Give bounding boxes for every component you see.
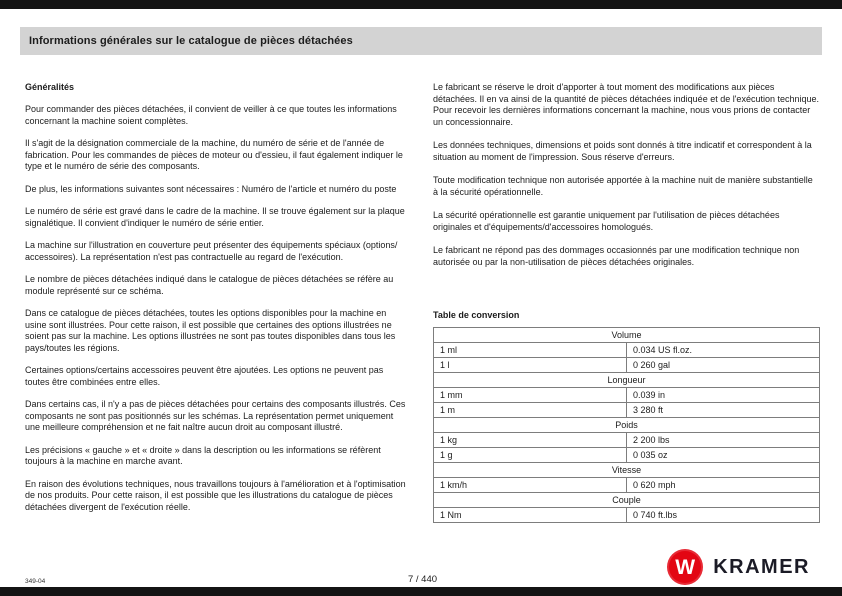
table-cell-unit: 1 mm: [434, 388, 627, 403]
conversion-table: [433, 327, 820, 523]
table-section-header: Couple: [434, 493, 820, 508]
kramer-logo-icon: [667, 549, 703, 585]
brand-block: [667, 547, 810, 587]
paragraph: Les précisions « gauche » et « droite » dans la description ou les informations se réfèrent toujours à la machine en marche avant.: [25, 444, 381, 466]
paragraph: La machine sur l'illustration en couverture peut présenter des équipements spéciaux (options/ accessoires). La représentation n'est pas contractuelle au regard de l'exécution.: [25, 240, 398, 262]
logo-letter: W: [675, 555, 696, 579]
paragraph: La sécurité opérationnelle est garantie uniquement par l'utilisation de pièces détachées originales et d'équipements/d'accessoires homologués.: [433, 210, 780, 232]
paragraph: Le nombre de pièces détachées indiqué dans le catalogue de pièces détachées se réfère au module représenté sur ce schéma.: [25, 274, 394, 296]
table-section-header: Poids: [434, 418, 820, 433]
doc-number: 349-04: [25, 578, 46, 585]
table-section-header: Volume: [434, 328, 820, 343]
table-row: [434, 403, 820, 418]
paragraph: Toute modification technique non autorisée apportée à la machine nuit de manière substantielle à la sécurité opérationnelle.: [433, 175, 813, 197]
table-row: [434, 343, 820, 358]
left-column: [25, 82, 406, 552]
brand-name: KRAMER: [713, 555, 810, 578]
section-heading-generalites: Généralités: [25, 82, 75, 92]
table-cell-unit: 1 m: [434, 403, 627, 418]
paragraph: Pour commander des pièces détachées, il convient de veiller à ce que toutes les informations concernant la machine soient complètes.: [25, 104, 397, 126]
paragraph: Le numéro de série est gravé dans le cadre de la machine. Il se trouve également sur la plaque signalétique. Il convient d'indiquer le numéro de série entier.: [25, 206, 405, 228]
content-area: [25, 82, 820, 552]
table-row: [434, 388, 820, 403]
page-footer: [25, 547, 820, 587]
table-section-row: [434, 328, 820, 343]
paragraph: Le fabricant se réserve le droit d'apporter à tout moment des modifications aux pièces détachées. Il en va ainsi de la quantité de pièces détachées indiquée et de l'exécution technique. Pour recevoir les dernières informations concernant la machine, nous vous prions de contacter un concessionnaire.: [433, 82, 819, 127]
right-column: [433, 82, 820, 552]
table-cell-value: 0.039 in: [627, 388, 820, 403]
page-title: Informations générales sur le catalogue de pièces détachées: [29, 35, 353, 47]
table-cell-value: 0 620 mph: [627, 478, 820, 493]
paragraph: De plus, les informations suivantes sont nécessaires : Numéro de l'article et numéro du poste: [25, 183, 397, 194]
top-edge-bar: [0, 0, 842, 9]
table-cell-value: 0 260 gal: [627, 358, 820, 373]
conversion-table-title: Table de conversion: [433, 310, 520, 320]
paragraph: En raison des évolutions techniques, nous travaillons toujours à l'amélioration et à l'optimisation de nos produits. Pour cette raison, il est possible que les illustrations du catalogue de pièces détachées divergent de l'exécution réelle.: [25, 478, 406, 512]
table-cell-unit: 1 kg: [434, 433, 627, 448]
table-cell-unit: 1 km/h: [434, 478, 627, 493]
paragraph: Les données techniques, dimensions et poids sont donnés à titre indicatif et correspondent à la situation au moment de l'impression. Sous réserve d'erreurs.: [433, 140, 812, 162]
table-cell-value: 0 740 ft.lbs: [627, 508, 820, 523]
table-section-header: Longueur: [434, 373, 820, 388]
paragraph: Le fabricant ne répond pas des dommages occasionnés par une modification technique non autorisée ou par la non-utilisation de pièces détachées originales.: [433, 245, 800, 267]
table-row: [434, 448, 820, 463]
table-cell-value: 0.034 US fl.oz.: [627, 343, 820, 358]
page-header-bar: [20, 27, 822, 55]
table-section-row: [434, 418, 820, 433]
table-section-header: Vitesse: [434, 463, 820, 478]
table-cell-unit: 1 Nm: [434, 508, 627, 523]
table-cell-value: 3 280 ft: [627, 403, 820, 418]
table-section-row: [434, 373, 820, 388]
paragraph: Dans ce catalogue de pièces détachées, toutes les options disponibles pour la machine en usine sont illustrées. Pour cette raison, il est possible que certaines des options illustrées ne soient pas sur la machine. Les options illustrées ne sont pas toutes disponibles dans tous les pays/toutes les régions.: [25, 308, 396, 353]
paragraph: Dans certains cas, il n'y a pas de pièces détachées pour certains des composants illustrés. Ces composants ne sont pas positionnés sur les schémas. La représentation permet uniquement une meilleure compréhension et ne fait naître aucun droit au composant illustré.: [25, 399, 406, 432]
paragraph: Certaines options/certains accessoires peuvent être ajoutées. Les options ne peuvent pas toutes être combinées entre elles.: [25, 365, 384, 387]
table-section-row: [434, 463, 820, 478]
table-section-row: [434, 493, 820, 508]
bottom-edge-bar: [0, 587, 842, 596]
table-cell-value: 0 035 oz: [627, 448, 820, 463]
table-cell-unit: 1 ml: [434, 343, 627, 358]
table-cell-value: 2 200 lbs: [627, 433, 820, 448]
table-cell-unit: 1 g: [434, 448, 627, 463]
page-number: 7 / 440: [407, 574, 438, 585]
table-row: [434, 433, 820, 448]
table-row: [434, 358, 820, 373]
table-row: [434, 478, 820, 493]
table-row: [434, 508, 820, 523]
paragraph: Il s'agit de la désignation commerciale de la machine, du numéro de série et de l'année de fabrication. Pour les commandes de pièces de moteur ou d'essieu, il faut également indiquer le type et le numéro de série des composants.: [25, 138, 403, 171]
table-cell-unit: 1 l: [434, 358, 627, 373]
